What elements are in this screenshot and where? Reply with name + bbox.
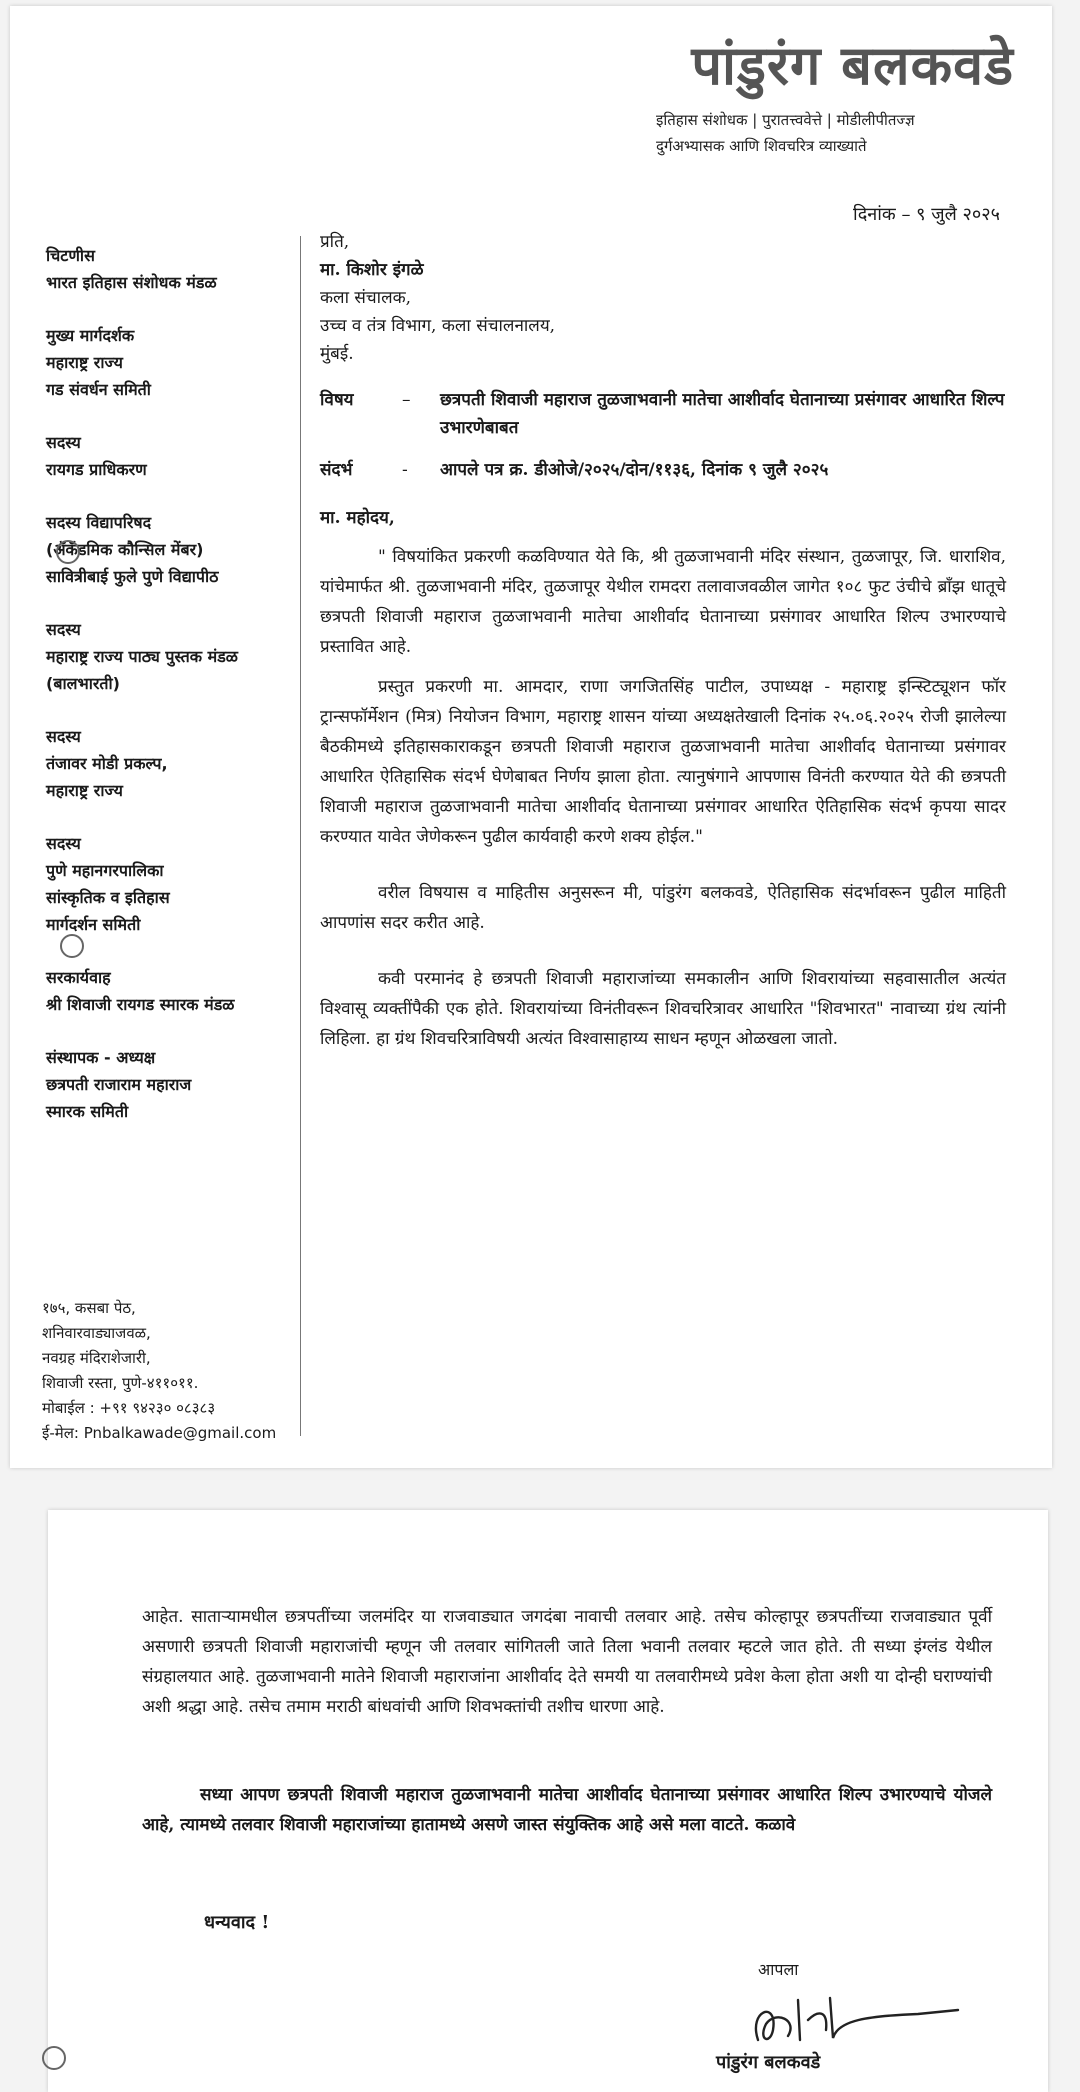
closing-thanks: धन्यवाद ! xyxy=(204,1912,270,1933)
reference-text: आपले पत्र क्र. डीओजे/२०२५/दोन/११३६, दिनांक ९ जुलै २०२५ xyxy=(440,460,829,480)
affiliation-item xyxy=(46,830,296,938)
affiliation-item xyxy=(46,322,296,403)
sidebar-divider xyxy=(300,236,301,1436)
affiliation-role: संस्थापक - अध्यक्ष xyxy=(46,1048,156,1067)
affiliation-org: भारत इतिहास संशोधक मंडळ xyxy=(46,273,217,292)
affiliation-org: श्री शिवाजी रायगड स्मारक मंडळ xyxy=(46,995,235,1014)
address-line: १७५, कसबा पेठ, xyxy=(42,1299,136,1317)
reference-label: संदर्भ xyxy=(320,460,353,480)
punch-hole-mark xyxy=(56,540,80,564)
letter-body xyxy=(320,228,1006,1054)
address-line: शिवाजी रस्ता, पुणे-४११०११. xyxy=(42,1374,199,1392)
affiliation-org: महाराष्ट्र राज्य पाठ्य पुस्तक मंडळ (बालभारती) xyxy=(46,647,238,693)
recipient-name: मा. किशोर इंगळे xyxy=(320,260,424,280)
address-line: नवग्रह मंदिराशेजारी, xyxy=(42,1349,151,1367)
paragraph: सध्या आपण छत्रपती शिवाजी महाराज तुळजाभवानी मातेचा आशीर्वाद घेतानाच्या प्रसंगावर आधारित शिल्प उभारण्याचे योजले आहे, त्यामध्ये तलवार शिवाजी महाराजांच्या हातामध्ये असणे जास्त संयुक्तिक आहे असे मला वाटते. कळावे xyxy=(142,1785,992,1835)
paragraph: " विषयांकित प्रकरणी कळविण्यात येते कि, श्री तुळजाभवानी मंदिर संस्थान, तुळजापूर, जि. धाराशिव, यांचेमार्फत श्री. तुळजाभवानी मंदिर, तुळजापूर येथील रामदरा तलावाजवळील जागेत १०८ फुट उंचीचे ब्राँझ धातूचे छत्रपती शिवाजी महाराज तुळजाभवानी मातेचा आशीर्वाद घेतानाच्या प्रसंगावर आधारित शिल्प उभारण्याचे प्रस्तावित आहे. xyxy=(320,547,1006,657)
affiliation-role: सदस्य xyxy=(46,727,81,746)
affiliation-org: पुणे महानगरपालिका सांस्कृतिक व इतिहास मार्गदर्शन समिती xyxy=(46,861,170,934)
affiliation-org: तंजावर मोडी प्रकल्प, महाराष्ट्र राज्य xyxy=(46,754,168,800)
subject-dash: – xyxy=(402,390,411,410)
recipient-designation: कला संचालक, xyxy=(320,288,412,308)
letter-page-2 xyxy=(48,1510,1048,2092)
recipient-city: मुंबई. xyxy=(320,344,354,364)
paragraph: कवी परमानंद हे छत्रपती शिवाजी महाराजांच्या समकालीन आणि शिवरायांच्या सहवासातील अत्यंत विश्वासू व्यक्तींपैकी एक होते. शिवरायांच्या विनंतीवरून शिवचरित्रावर आधारित "शिवभारत" नावाच्या ग्रंथ त्यांनी लिहिला. हा ग्रंथ शिवचरित्राविषयी अत्यंत विश्वासाहाय्य साधन म्हणून ओळखला जातो. xyxy=(320,969,1006,1049)
affiliation-org: रायगड प्राधिकरण xyxy=(46,460,147,479)
affiliation-org: महाराष्ट्र राज्य गड संवर्धन समिती xyxy=(46,353,151,399)
affiliation-role: सदस्य xyxy=(46,433,81,452)
reference-row xyxy=(320,456,1006,484)
affiliation-role: सदस्य xyxy=(46,620,81,639)
salutation: मा. महोदय, xyxy=(320,508,395,528)
subject-text: छत्रपती शिवाजी महाराज तुळजाभवानी मातेचा आशीर्वाद घेतानाच्या प्रसंगावर आधारित शिल्प उभारणेबाबत xyxy=(440,390,1005,438)
recipient-block xyxy=(320,228,1006,368)
affiliation-item xyxy=(46,242,296,296)
affiliation-item xyxy=(46,964,296,1018)
affiliation-role: मुख्य मार्गदर्शक xyxy=(46,326,135,345)
affiliation-org: (ॲकॅडमिक कौन्सिल मेंबर) सावित्रीबाई फुले पुणे विद्यापीठ xyxy=(46,540,219,586)
letterhead-subtitle-2: दुर्गअभ्यासक आणि शिवचरित्र व्याख्याते xyxy=(656,137,867,155)
punch-hole-mark xyxy=(42,2046,66,2070)
reference-dash: - xyxy=(402,460,408,480)
paragraph: वरील विषयास व माहितीस अनुसरून मी, पांडुरंग बलकवडे, ऐतिहासिक संदर्भावरून पुढील माहिती आपणांस सदर करीत आहे. xyxy=(320,883,1006,933)
affiliation-item xyxy=(46,429,296,483)
to-label: प्रति, xyxy=(320,232,350,252)
signer-name: पांडुरंग बलकवडे xyxy=(716,2052,821,2073)
closing-yours: आपला xyxy=(758,1960,799,1979)
subject-label: विषय xyxy=(320,390,354,410)
affiliation-role: सदस्य xyxy=(46,834,81,853)
affiliation-role: सदस्य विद्यापरिषद xyxy=(46,513,152,532)
letter-date: दिनांक – ९ जुलै २०२५ xyxy=(853,204,1000,225)
affiliation-item xyxy=(46,616,296,697)
affiliation-item xyxy=(46,723,296,804)
paragraph: प्रस्तुत प्रकरणी मा. आमदार, राणा जगजितसिंह पाटील, उपाध्यक्ष - महाराष्ट्र इन्स्टिट्यूशन फॉर ट्रान्सफॉर्मेशन (मित्र) नियोजन विभाग, महाराष्ट्र शासन यांच्या अध्यक्षतेखाली दिनांक २५.०६.२०२५ रोजी झालेल्या बैठकीमध्ये इतिहासकाराकडून छत्रपती शिवाजी महाराज तुळजाभवानी मातेचा आशीर्वाद घेतानाच्या प्रसंगावर आधारित ऐतिहासिक संदर्भ घेणेबाबत निर्णय झाला होता. त्यानुषंगाने आपणास विनंती करण्यात येते की छत्रपती शिवाजी महाराज तुळजाभवानी मातेचा आशीर्वाद घेतानाच्या प्रसंगावर आधारित ऐतिहासिक संदर्भ कृपया सादर करण्यात यावेत जेणेकरून पुढील कार्यवाही करणे शक्य होईल." xyxy=(320,677,1006,847)
affiliation-item xyxy=(46,509,296,590)
recipient-department: उच्च व तंत्र विभाग, कला संचालनालय, xyxy=(320,316,556,336)
paragraph: आहेत. साताऱ्यामधील छत्रपतींच्या जलमंदिर या राजवाड्यात जगदंबा नावाची तलवार आहे. तसेच कोल्हापूर छत्रपतींच्या राजवाड्यात पूर्वी असणारी छत्रपती शिवाजी महाराजांची म्हणून जी तलवार सांगितली जाते तिला भवानी तलवार म्हटले जात होते. ती सध्या इंग्लंड येथील संग्रहालयात आहे. तुळजाभवानी मातेने शिवाजी महाराजांना आशीर्वाद देते समयी या तलवारीमध्ये प्रवेश केला होता अशी या दोन्ही घराण्यांची अशी श्रद्धा आहे. तसेच तमाम मराठी बांधवांची आणि शिवभक्तांची तशीच धारणा आहे. xyxy=(142,1607,992,1717)
affiliation-item xyxy=(46,1044,296,1125)
mobile-number: मोबाईल : +९१ ९४२३० ०८३८३ xyxy=(42,1399,216,1417)
letterhead-subtitle-1: इतिहास संशोधक | पुरातत्त्ववेत्ते | मोडीलीपीतज्ज्ञ xyxy=(656,111,915,129)
address-block xyxy=(42,1296,276,1446)
affiliation-role: सरकार्यवाह xyxy=(46,968,111,987)
subject-row xyxy=(320,386,1006,442)
affiliation-role: चिटणीस xyxy=(46,246,95,265)
address-line: शनिवारवाड्याजवळ, xyxy=(42,1324,151,1342)
letterhead-name: पांडुरंग बलकवडे xyxy=(691,34,1014,97)
letter-page-1 xyxy=(10,6,1052,1468)
handwritten-signature xyxy=(718,1980,978,2060)
affiliation-org: छत्रपती राजाराम महाराज स्मारक समिती xyxy=(46,1075,192,1121)
punch-hole-mark xyxy=(60,934,84,958)
email-address: ई-मेल: Pnbalkawade@gmail.com xyxy=(42,1424,277,1442)
sidebar-affiliations xyxy=(46,242,296,1151)
